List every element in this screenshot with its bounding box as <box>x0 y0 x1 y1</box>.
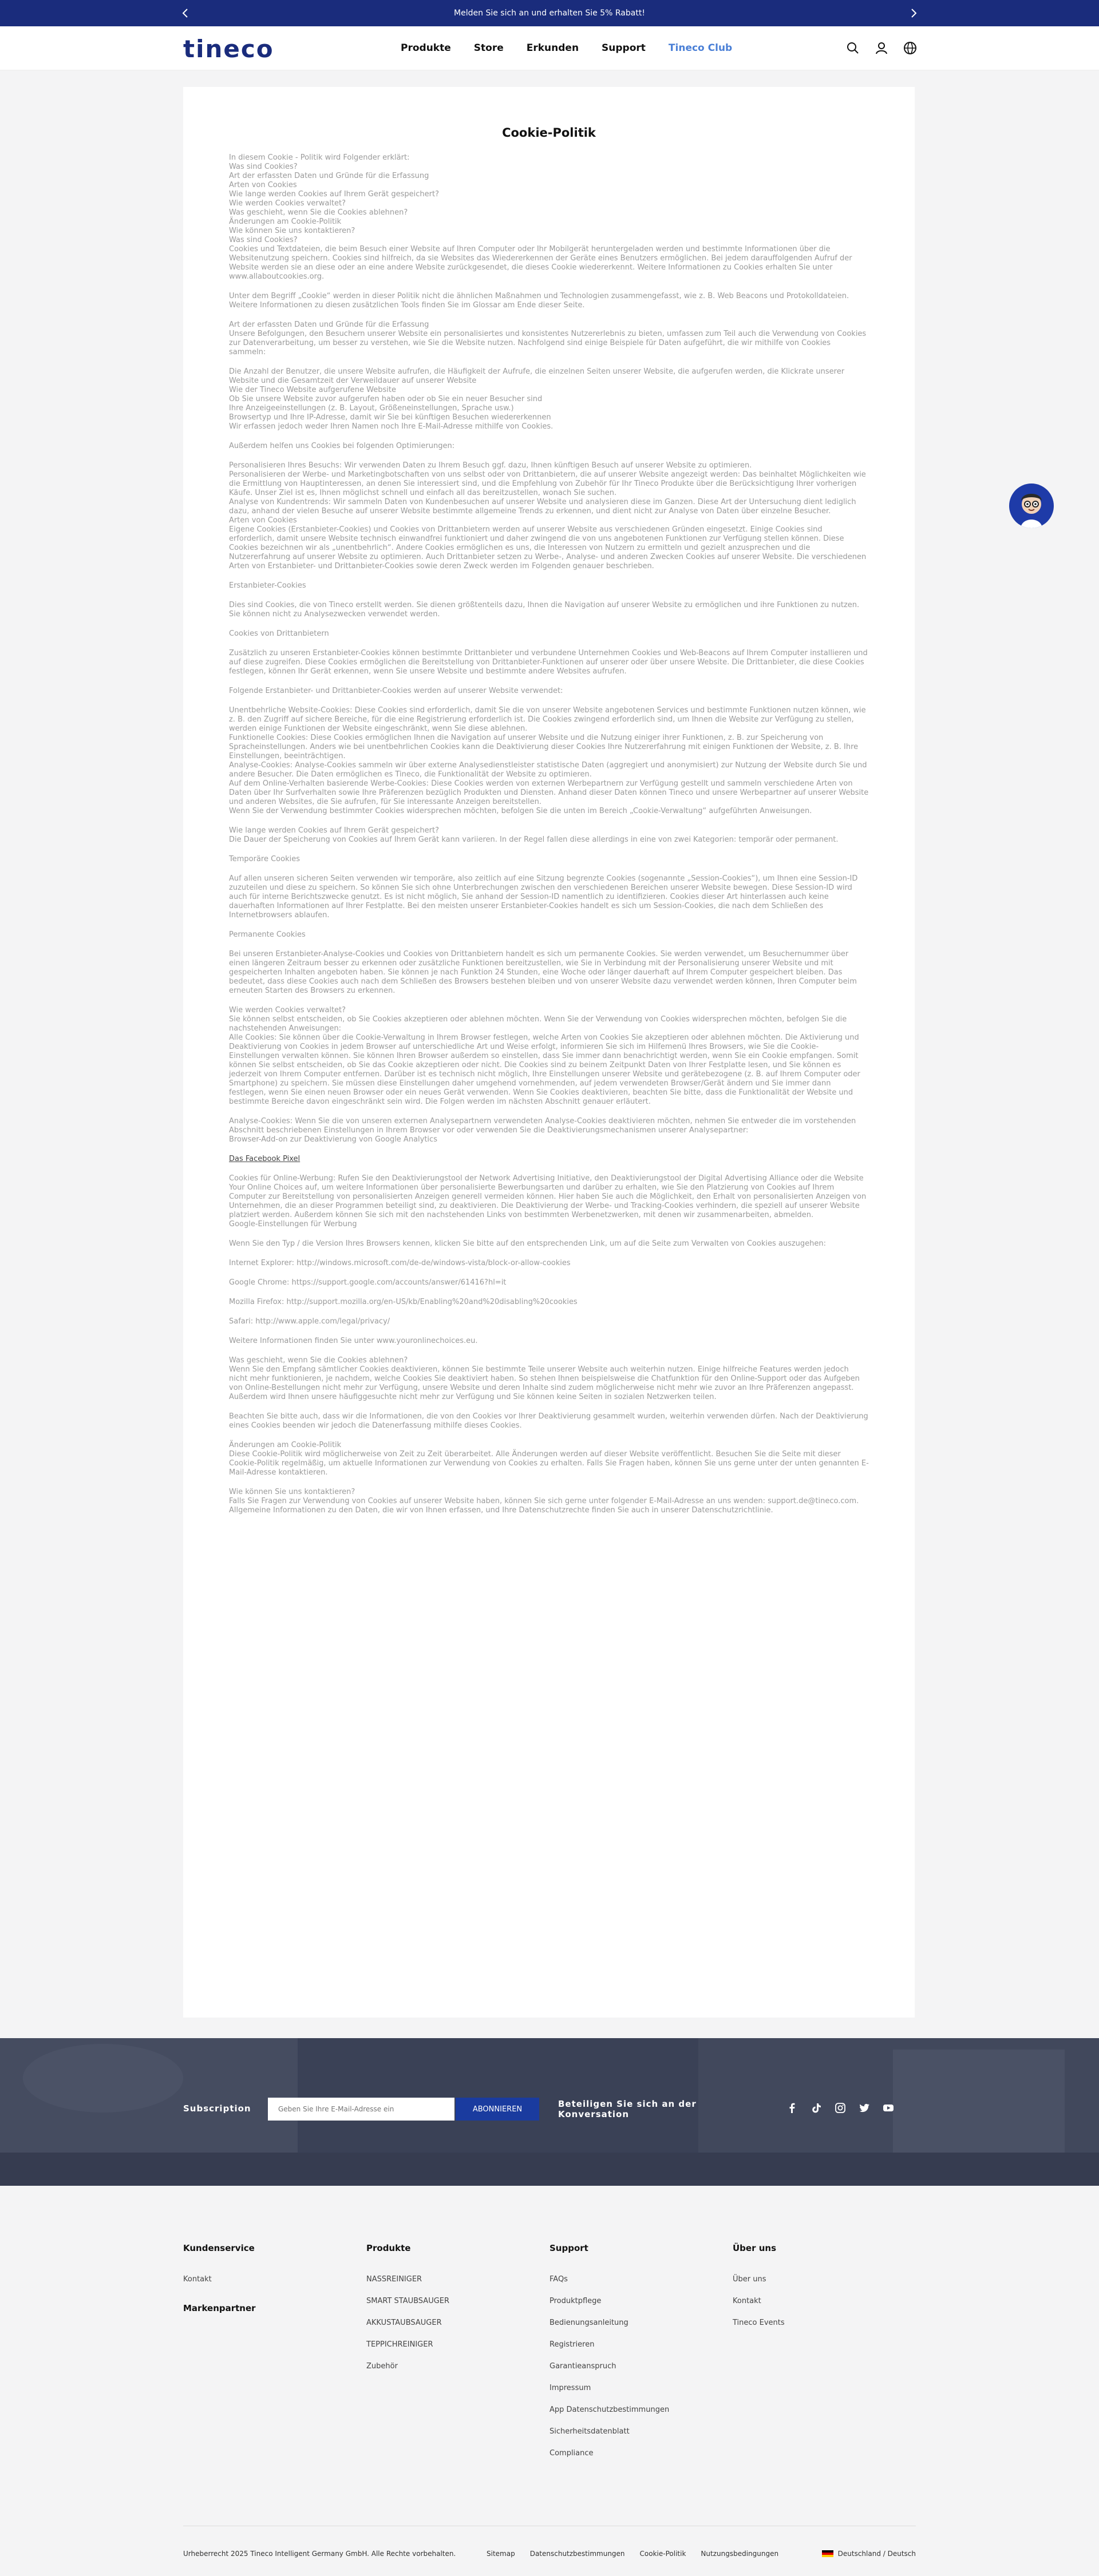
footer-link[interactable]: App Datenschutzbestimmungen <box>550 2405 670 2414</box>
policy-paragraph: Bei unseren Erstanbieter-Analyse-Cookies und Cookies von Drittanbietern handelt es sich um permanente Cookies. Sie werden verwendet, um Besuchernummer über einen längeren Zeitraum besser zu erkennen oder zusätzliche Funktionen bereitzustellen, wie Sie in Verbindung mit der Personalisierung unserer Website und mit gespeicherten Inhalten angeboten haben. Sie können je nach Funktion 24 Stunden, eine Woche oder länger dauerhaft auf Ihrem Computer gespeichert bleiben. Das bedeutet, dass diese Cookies auch nach dem Schließen des Browsers bestehen bleiben und von unserer Website dazu verwendet werden können, Ihren Computer beim erneuten Starten des Browsers zu erkennen. <box>229 950 857 995</box>
footer-link[interactable]: Bedienungsanleitung <box>550 2319 628 2327</box>
policy-paragraph: Dies sind Cookies, die von Tineco erstellt werden. Sie dienen größtenteils dazu, Ihnen die Navigation auf unserer Website zu ermöglichen und ihre Funktionen zu nutzen. Sie können nicht zu Analysezwecken verwendet werden. <box>229 601 860 619</box>
social-links <box>786 2102 894 2114</box>
policy-paragraph: Zusätzlich zu unseren Erstanbieter-Cookies können bestimmte Drittanbieter und verbundene Unternehmen Cookies und Web-Beacons auf Ihrem Computer installieren und auf diese zugreifen. Diese Cookies ermöglichen die Bereitstellung von Drittanbieter-Funktionen auf unserer oder über unsere Website. Die Drittanbieter, die diese Cookies festlegen, können Ihr Gerät erkennen, wenn Sie unsere Website und bestimmte andere Websites aufrufen. <box>229 649 868 676</box>
policy-paragraph: Weitere Informationen finden Sie unter www.youronlinechoices.eu. <box>229 1337 478 1345</box>
room-background-image <box>0 2038 1099 2186</box>
footer-link[interactable]: AKKUSTAUBSAUGER <box>366 2319 442 2327</box>
facebook-pixel-link[interactable]: Das Facebook Pixel <box>229 1155 301 1163</box>
subscription-label: Subscription <box>183 2103 251 2114</box>
policy-paragraph: Unentbehrliche Website-Cookies: Diese Cookies sind erforderlich, damit Sie die von unserer Website angebotenen Services und bestimmte Funktionen nutzen können, wie z. B. den Zugriff auf sichere Bereiche, für die eine Registrierung erforderlich ist. Die Cookies zwingend erforderlich sind, um Ihnen die Website zur Verfügung zu stellen, werden einige Funktionen der Website eingeschränkt, wenn Sie diese ablehnen. Funktionelle Cookies: Diese Cookies ermöglichen Ihnen die Navigation auf unserer Website und die Nutzung einiger ihrer Funktionen, z. B. zur Speicherung von Spracheinstellungen. Anders wie bei unentbehrlichen Cookies kann die Deaktivierung dieser Cookies Ihre Nutzererfahrung mit einigen Funktionen der Website, z. B. Ihre Einstellungen, beeinträchtigen. Analyse-Cookies: Analyse-Cookies sammeln wir über externe Analysedienstleister statistische Daten (aggregiert und anonymisiert) zur Nutzung der Website durch Sie und andere Besucher. Die Daten ermöglichen es Tineco, die Funktionalität der Website zu optimieren. Auf dem Online-Verhalten basierende Werbe-Cookies: Diese Cookies werden von externen Werbepartnern zur Verfügung gestellt und sammeln verschiedene Arten von Daten über Ihr Surfverhalten sowie Ihre Präferenzen bezüglich Produkten und Diensten. Anhand dieser Daten können Tineco und unsere Werbepartner auf unserer Website und anderen Websites, die Sie aufrufen, für Sie interessante Anzeigen bereitstellen. Wenn Sie der Verwendung bestimmter Cookies widersprechen möchten, befolgen Sie die unten im Bereich „Cookie-Verwaltung“ aufgeführten Anweisungen. <box>229 706 869 815</box>
nav-produkte[interactable]: Produkte <box>401 42 451 54</box>
announcement-bar <box>0 0 1099 26</box>
footer-link[interactable]: Impressum <box>550 2384 591 2392</box>
footer-col-support <box>550 2243 669 2471</box>
facebook-icon[interactable] <box>786 2102 798 2114</box>
footer-link[interactable]: TEPPICHREINIGER <box>366 2340 433 2349</box>
join-line-2: Konversation <box>558 2109 630 2119</box>
policy-paragraph: Außerdem helfen uns Cookies bei folgenden Optimierungen: <box>229 442 455 450</box>
footer-link[interactable]: Produktpflege <box>550 2297 602 2305</box>
page-title: Cookie-Politik <box>502 126 596 140</box>
policy-paragraph: Die Anzahl der Benutzer, die unsere Website aufrufen, die Häufigkeit der Aufrufe, die einzelnen Seiten unserer Website, die aufgerufen werden, die Klickrate unserer Website und die Gesamtzeit der Verweildauer auf unserer Website Wie der Tineco Website aufgerufene Website Ob Sie unsere Website zuvor aufgerufen haben oder ob Sie ein neuer Besucher sind Ihre Anzeigeeinstellungen (z. B. Layout, Größeneinstellungen, Sprache usw.) Browsertyp und Ihre IP-Adresse, damit wir Sie bei künftigen Besuchen wiedererkennen Wir erfassen jedoch weder Ihren Namen noch Ihre E-Mail-Adresse mithilfe von Cookies. <box>229 367 845 431</box>
policy-paragraph: Personalisieren Ihres Besuchs: Wir verwenden Daten zu Ihrem Besuch ggf. dazu, Ihnen künftigen Besuch auf unserer Website zu optimieren. Personalisieren der Werbe- und Marketingbotschaften von uns selbst oder von Drittanbietern, die auf unserer Website angezeigt werden: Das beinhaltet Möglichkeiten wie die Ermittlung von Hauptinteressen, an denen Sie interessiert sind, und die Empfehlung von Zubehör für Ihr Tineco Produkte über die Berücksichtigung Ihrer vorherigen Käufe. Unser Ziel ist es, Ihnen möglichst schnell und einfach all das bereitzustellen, wonach Sie suchen. Analyse von Kundentrends: Wir sammeln Daten von Kundenbesuchen auf unserer Website und analysieren diese im Ganzen. Diese Art der Untersuchung dient lediglich dazu, anhand der vielen Besuche auf unserer Website bestimmte allgemeine Trends zu erkennen, und dient nicht zur Analyse von Daten über einzelne Besucher. Arten von Cookies Eigene Cookies (Erstanbieter-Cookies) und Cookies von Drittanbietern werden auf unserer Website aus verschiedenen Gründen eingesetzt. Einige Cookies sind erforderlich, damit unsere Website technisch einwandfrei funktioniert und daher zwingend die von uns angebotenen Funktionen zur Verfügung stellen können. Diese Cookies bezeichnen wir als „unentbehrlich“. Andere Cookies ermöglichen es uns, die Interessen von Nutzern zu ermitteln und gezielt anzusprechen und die Nutzererfahrung auf unserer Website zu optimieren. Auch Drittanbieter setzen zu Werbe-, Analyse- und anderen Zwecken Cookies auf unserer Website. Die verschiedenen Arten von Erstanbieter- und Drittanbieter-Cookies sowie deren Zweck werden im Folgenden genauer beschrieben. <box>229 461 867 570</box>
footer-link[interactable]: Compliance <box>550 2449 594 2458</box>
policy-paragraph: Auf allen unseren sicheren Seiten verwenden wir temporäre, also zeitlich auf eine Sitzung begrenzte Cookies (sogenannte „Session-Cookies“), um Ihnen eine Session-ID zuzuteilen und diese zu speichern. So können Sie sich ohne Unterbrechungen zwischen den verschiedenen Bereichen unserer Website bewegen. Diese Session-ID wird auch für interne Berichtszwecke genutzt. Es ist nicht möglich, Sie anhand der Session-ID namentlich zu identifizieren. Cookies dieser Art hinterlassen auch keine dauerhaften Informationen auf Ihrer Festplatte. Bei den meisten unserer Erstanbieter-Cookies handelt es sich um Session-Cookies, die nach dem Schließen des Internetbrowsers ablaufen. <box>229 874 858 920</box>
site-header <box>0 26 1099 70</box>
footer-link[interactable]: Registrieren <box>550 2340 595 2349</box>
nav-tineco-club[interactable]: Tineco Club <box>668 42 733 54</box>
user-icon[interactable] <box>875 41 888 55</box>
policy-paragraph: Wie lange werden Cookies auf Ihrem Gerät gespeichert? Die Dauer der Speicherung von Cookies auf Ihrem Gerät kann variieren. In der Regel fallen diese allerdings in eine von zwei Kategorien: temporär oder permanent. <box>229 826 839 844</box>
policy-paragraph: Temporäre Cookies <box>229 855 300 863</box>
policy-paragraph: Analyse-Cookies: Wenn Sie die von unseren externen Analysepartnern verwendeten Analyse-Cookies deaktivieren möchten, nehmen Sie entweder die im vorstehenden Abschnitt beschriebenen Einstellungen in Ihrem Browser vor oder verwenden Sie die Deaktivierungsmechanismen unserer Analysepartner: Browser-Add-on zur Deaktivierung von Google Analytics <box>229 1117 856 1144</box>
footer-col-produkte <box>366 2243 449 2384</box>
policy-paragraph: Mozilla Firefox: http://support.mozilla.org/en-US/kb/Enabling%20and%20disabling%20cookies <box>229 1298 578 1306</box>
footer-link[interactable]: FAQs <box>550 2275 568 2284</box>
logo-text: tineco <box>183 37 274 62</box>
germany-flag-icon <box>822 2550 833 2557</box>
policy-paragraph: Was geschieht, wenn Sie die Cookies ablehnen? Wenn Sie den Empfang sämtlicher Cookies deaktivieren, können Sie bestimmte Teile unserer Website auch weiterhin nutzen. Einige hilfreiche Features werden jedoch nicht mehr funktionieren, je nachdem, welche Cookies Sie deaktiviert haben. So stehen Ihnen beispielsweise die Chatfunktion für den Online-Support oder das Aufgeben von Online-Bestellungen nicht mehr zur Verfügung, unsere Website und deren Inhalte sind zudem möglicherweise nicht mehr wie zuvor an Ihre Präferenzen angepasst. Außerdem wird Ihnen unsere häufiggesuchte nicht mehr zur Verfügung und Sie können keine Seiten in sozialen Netzwerken teilen. <box>229 1356 860 1401</box>
policy-paragraph: Unter dem Begriff „Cookie“ werden in dieser Politik nicht die ähnlichen Maßnahmen und Technologien zusammengefasst, wie z. B. Web Beacons und Protokolldateien. Weitere Informationen zu diesen zusätzlichen Tools finden Sie im Glossar am Ende dieser Seite. <box>229 292 849 310</box>
legal-link-sitemap[interactable]: Sitemap <box>487 2550 515 2558</box>
globe-icon[interactable] <box>903 41 917 55</box>
policy-paragraph: Safari: http://www.apple.com/legal/privacy/ <box>229 1317 390 1326</box>
subscribe-button[interactable]: ABONNIEREN <box>456 2098 539 2121</box>
region-selector[interactable] <box>822 2550 916 2558</box>
tiktok-icon[interactable] <box>811 2102 822 2114</box>
policy-paragraph: Internet Explorer: http://windows.microsoft.com/de-de/windows-vista/block-or-allow-cookies <box>229 1259 571 1267</box>
copyright-text: Urheberrecht 2025 Tineco Intelligent Germany GmbH. Alle Rechte vorbehalten. <box>183 2550 456 2558</box>
footer-link[interactable]: Über uns <box>733 2275 766 2284</box>
tineco-logo[interactable] <box>183 37 310 62</box>
footer-link[interactable]: Kontakt <box>183 2275 212 2284</box>
header-icons <box>846 41 917 55</box>
policy-paragraph: Erstanbieter-Cookies <box>229 581 306 590</box>
policy-paragraph: Wie werden Cookies verwaltet? Sie können selbst entscheiden, ob Sie Cookies akzeptieren oder ablehnen möchten. Wenn Sie der Verwendung von Cookies widersprechen möchten, befolgen Sie die nachstehenden Anweisungen: Alle Cookies: Sie können über die Cookie-Verwaltung in Ihrem Browser festlegen, welche Arten von Cookies Sie akzeptieren oder ablehnen möchten. Die Aktivierung und Deaktivierung von Cookies in jedem Browser auf unterschiedliche Art und Weise erfolgt, informieren Sie sich im Hilfemenü Ihres Browsers, wie Sie die Cookie-Einstellungen verwalten können. Sie können Ihren Browser außerdem so einstellen, dass Sie immer dann benachrichtigt werden, wenn Sie ein Cookie empfangen. Somit können Sie selbst entscheiden, ob Sie das Cookie akzeptieren oder nicht. Die Cookies sind zu beinem Zeitpunkt Daten von Ihrer Festplatte lesen, und Sie können es jederzeit von Ihrem Computer entfernen. Darüber ist es technisch nicht möglich, Ihre Einstellungen unserer Website und gerätebezogene (z. B. auf Ihrem Computer oder Smartphone) zu speichern. Sie müssen diese Einstellungen daher umgehend vornehmenden, auf jedem verwendeten Browser/Gerät ändern und Sie immer dann festlegen, wenn Sie einen neuen Browser oder ein neues Gerät verwenden. Wenn Sie Cookies deaktivieren, beachten Sie bitte, dass die Funktionalität der Website und bestimmte Bereiche davon eingeschränkt sein wird. Die Folgen werden im nächsten Abschnitt genauer erläutert. <box>229 1006 860 1106</box>
footer-link[interactable]: Garantieanspruch <box>550 2362 616 2371</box>
footer-link[interactable]: Kontakt <box>733 2297 761 2305</box>
policy-text <box>229 153 869 1515</box>
join-line-1: Beteiligen Sie sich an der <box>558 2099 697 2109</box>
footer-link[interactable]: Tineco Events <box>733 2319 785 2327</box>
chat-assistant-avatar[interactable] <box>1009 484 1054 528</box>
nav-erkunden[interactable]: Erkunden <box>526 42 579 54</box>
policy-paragraph: Beachten Sie bitte auch, dass wir die Informationen, die von den Cookies vor Ihrer Deaktivierung gesammelt wurden, weiterhin verwenden dürfen. Nach der Deaktivierung eines Cookies beenden wir jedoch die Datenerfassung mithilfe dieses Cookies. <box>229 1412 868 1430</box>
footer-col-kundenservice <box>183 2243 256 2335</box>
footer-link[interactable]: NASSREINIGER <box>366 2275 422 2284</box>
chevron-left-icon[interactable] <box>180 7 191 19</box>
policy-paragraph: Cookies von Drittanbietern <box>229 629 329 638</box>
policy-paragraph: Wie können Sie uns kontaktieren? Falls Sie Fragen zur Verwendung von Cookies auf unserer Website haben, können Sie sich gerne unter folgender E-Mail-Adresse an uns wenden: support.de@tineco.com. Allgemeine Informationen zu den Daten, die wir von Ihnen erfassen, und Ihre Datenschutzrechte finden Sie auch in unserer Datenschutzrichtlinie. <box>229 1488 859 1515</box>
policy-paragraph: Folgende Erstanbieter- und Drittanbieter-Cookies werden auf unserer Website verwendet: <box>229 687 563 695</box>
policy-paragraph: In diesem Cookie - Politik wird Folgender erklärt: Was sind Cookies? Art der erfassten Daten und Gründe für die Erfassung Arten von Cookies Wie lange werden Cookies auf Ihrem Gerät gespeichert? Wie werden Cookies verwaltet? Was geschieht, wenn Sie die Cookies ablehnen? Änderungen am Cookie-Politik Wie können Sie uns kontaktieren? Was sind Cookies? Cookies und Textdateien, die beim Besuch einer Website auf Ihren Computer oder Ihr Mobilgerät heruntergeladen werden und bestimmte Informationen über die Websitenutzung speichern. Cookies sind hilfreich, da sie Websites das Wiedererkennen der Geräte eines Benutzers ermöglichen. Bei jedem darauffolgenden Aufruf der Website werden sie an diese oder an eine andere Website zurückgesendet, die dieses Cookie wiedererkennt. Weitere Informationen zu Cookies erhalten Sie unter www.allaboutcookies.org. <box>229 153 852 281</box>
policy-paragraph: Cookies für Online-Werbung: Rufen Sie den Deaktivierungstool der Network Advertising Initiative, den Deaktivierungstool der Digital Advertising Alliance oder die Website Your Online Choices auf, um weitere Informationen über personalisierte Bewerbungsarten und darüber zu erhalten, wie Sie den Platzierung von Cookies auf Ihrem Computer zur Bereitstellung von personalisierten Anzeigen generell vermeiden können. Hier haben Sie auch die Möglichkeit, den Erhalt von personalisierten Anzeigen von Unternehmen, die an dieser Programmen beteiligt sind, zu deaktivieren. Die Deaktivierung der Werbe- und Tracking-Cookies verhindern, die speziell auf unserer Website platziert werden. Außerdem können Sie sich mit den nachstehenden Links von bestimmten Werbenetzwerken, mit denen wir zusammenarbeiten, abmelden. Google-Einstellungen für Werbung <box>229 1174 867 1228</box>
footer-link[interactable]: Sicherheitsdatenblatt <box>550 2427 630 2436</box>
footer-heading: Support <box>550 2243 588 2253</box>
footer-link[interactable]: Zubehör <box>366 2362 398 2371</box>
policy-paragraph: Änderungen am Cookie-Politik Diese Cookie-Politik wird möglicherweise von Zeit zu Zeit überarbeitet. Alle Änderungen werden auf dieser Website veröffentlicht. Besuchen Sie die Seite mit dieser Cookie-Politik regelmäßig, um aktuelle Informationen zur Verwendung von Cookies zu erhalten. Falls Sie Fragen haben, können Sie uns gerne unter der unten genannten E-Mail-Adresse kontaktieren. <box>229 1441 869 1477</box>
footer-link[interactable]: SMART STAUBSAUGER <box>366 2297 450 2305</box>
legal-link-datenschutz[interactable]: Datenschutzbestimmungen <box>529 2550 625 2558</box>
policy-paragraph: Wenn Sie den Typ / die Version Ihres Browsers kennen, klicken Sie bitte auf den entsprechenden Link, um auf die Seite zum Verwalten von Cookies auszugehen: <box>229 1239 827 1248</box>
instagram-icon[interactable] <box>835 2102 846 2114</box>
policy-paragraph: Permanente Cookies <box>229 930 306 939</box>
announcement-text[interactable]: Melden Sie sich an und erhalten Sie 5% Rabatt! <box>454 9 645 18</box>
legal-link-nutzungsbedingungen[interactable]: Nutzungsbedingungen <box>701 2550 779 2558</box>
footer-heading-markenpartner[interactable]: Markenpartner <box>183 2303 256 2313</box>
chevron-right-icon[interactable] <box>908 7 919 19</box>
youtube-icon[interactable] <box>883 2102 894 2114</box>
region-label: Deutschland / Deutsch <box>837 2550 916 2558</box>
nav-support[interactable]: Support <box>602 42 646 54</box>
policy-paragraph: Art der erfassten Daten und Gründe für die Erfassung Unsere Befolgungen, den Besuchern unserer Website ein personalisiertes und konsistentes Nutzererlebnis zu bieten, umfassen zum Teil auch die Verwendung von Cookies zur Datenverarbeitung, um besser zu verstehen, wie Sie die Website nutzen. Nachfolgend sind einige Beispiele für Daten aufgeführt, die wir mithilfe von Cookies sammeln: <box>229 320 867 356</box>
footer-col-ueber-uns <box>733 2243 785 2340</box>
twitter-icon[interactable] <box>859 2102 870 2114</box>
nav-store[interactable]: Store <box>473 42 504 54</box>
cookie-policy-card <box>183 87 915 2018</box>
legal-link-cookie-politik[interactable]: Cookie-Politik <box>639 2550 686 2558</box>
footer-heading: Über uns <box>733 2243 776 2253</box>
subscription-section <box>0 2038 1099 2186</box>
main-nav <box>401 42 755 54</box>
footer-heading: Produkte <box>366 2243 411 2253</box>
search-icon[interactable] <box>846 41 860 55</box>
policy-paragraph: Google Chrome: https://support.google.com/accounts/answer/61416?hl=it <box>229 1278 507 1287</box>
join-conversation-text <box>558 2099 697 2119</box>
legal-links <box>487 2550 793 2558</box>
site-footer <box>0 2186 1099 2576</box>
email-input[interactable] <box>268 2098 454 2121</box>
footer-heading: Kundenservice <box>183 2243 255 2253</box>
